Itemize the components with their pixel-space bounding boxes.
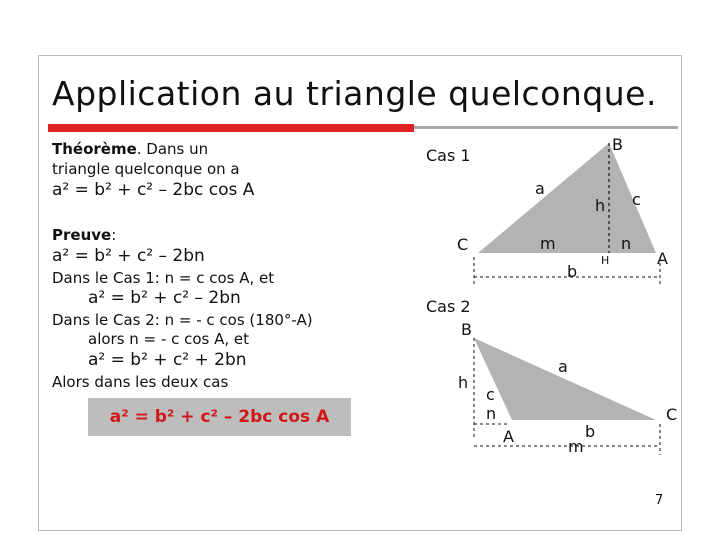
case1-text: Dans le Cas 1: n = c cos A, et [52,269,275,287]
case2-label: Cas 2 [426,297,471,316]
case2-vertex-a: A [503,427,514,446]
case1-base-b: b [567,262,578,281]
theorem-text-1: . Dans un [136,140,209,158]
case1-side-a: a [535,179,545,198]
case2-text-2: alors n = - c cos A, et [88,330,250,348]
result-formula: a² = b² + c² – 2bc cos A [109,407,330,427]
case2-base-b: b [585,422,596,441]
proof-colon: : [111,226,117,244]
case2-vertex-c: C [666,405,678,424]
case1-vertex-b: B [612,135,623,154]
case2-equation: a² = b² + c² + 2bn [88,350,247,370]
conclusion-text: Alors dans les deux cas [52,373,229,391]
case2-segment-n: n [486,404,497,423]
case2-side-c: c [486,385,495,404]
case1-segment-n: n [621,234,632,253]
case2-side-a: a [558,357,568,376]
case1-equation: a² = b² + c² – 2bn [88,288,241,308]
theorem-formula: a² = b² + c² – 2bc cos A [52,180,255,200]
case1-side-c: c [632,190,641,209]
page-number: 7 [655,493,664,508]
case2-triangle [474,338,656,420]
case1-foot-h: H [601,254,610,267]
theorem-label: Théorème [52,140,137,158]
proof-label: Preuve [52,226,112,244]
proof-equation: a² = b² + c² – 2bn [52,246,205,266]
case1-vertex-c: C [457,235,469,254]
case2-height-h: h [458,373,469,392]
slide-title: Application au triangle quelconque. [52,74,657,113]
case2-vertex-b: B [461,320,472,339]
case2-text: Dans le Cas 2: n = - c cos (180°-A) [52,311,313,329]
case2-segment-m: m [568,437,584,456]
case1-vertex-a: A [657,249,668,268]
case1-label: Cas 1 [426,146,471,165]
case1-height-h: h [595,196,606,215]
case1-segment-m: m [540,234,556,253]
theorem-line-2: triangle quelconque on a [52,160,240,178]
